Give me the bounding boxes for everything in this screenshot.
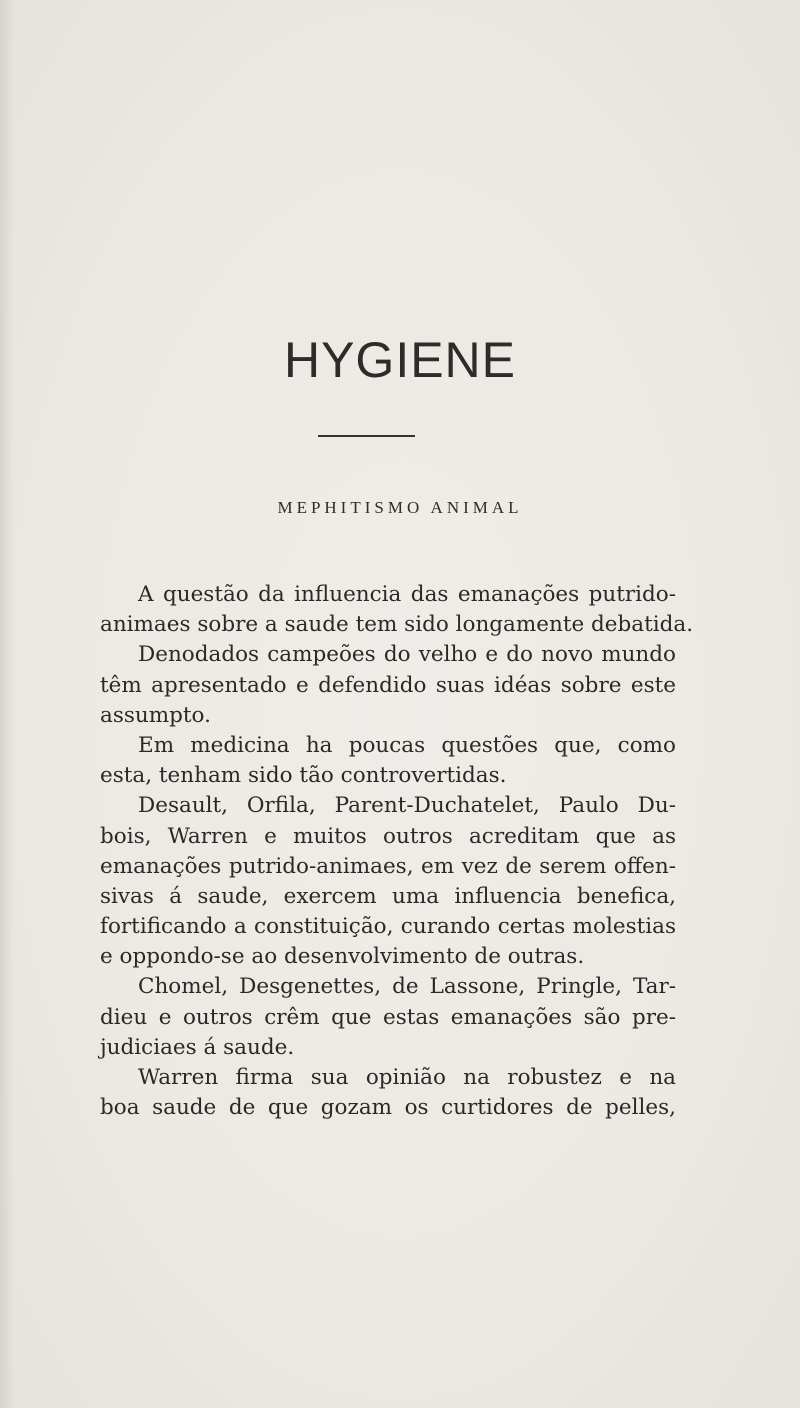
chapter-title: HYGIENE xyxy=(283,332,517,388)
text-line: Chomel, Desgenettes, de Lassone, Pringle, Tar- xyxy=(138,974,676,1000)
text-line: boa saude de que gozam os curtidores de pelles, xyxy=(100,1095,676,1121)
title-divider xyxy=(318,435,415,437)
text-line: dieu e outros crêm que estas emanações são pre- xyxy=(100,1004,676,1030)
text-line: têm apresentado e defendido suas idéas sobre este xyxy=(100,672,676,698)
text-line: sivas á saude, exercem uma influencia benefica, xyxy=(100,883,676,909)
body-text xyxy=(100,580,694,1123)
text-line: e oppondo-se ao desenvolvimento de outras. xyxy=(100,944,585,970)
section-subtitle: MEPHITISMO ANIMAL xyxy=(277,498,523,517)
page-edge-shadow xyxy=(0,0,14,1408)
text-line: Denodados campeões do velho e do novo mundo xyxy=(138,642,676,668)
text-line: judiciaes á saude. xyxy=(100,1034,295,1060)
text-line: A questão da influencia das emanações putrido- xyxy=(138,582,676,607)
text-line: assumpto. xyxy=(100,702,211,728)
text-line: animaes sobre a saude tem sido longamente debatida. xyxy=(100,612,694,638)
text-line: Desault, Orfila, Parent-Duchatelet, Paulo Du- xyxy=(138,793,676,819)
text-line: esta, tenham sido tão controvertidas. xyxy=(100,763,507,789)
text-line: Warren firma sua opinião na robustez e na xyxy=(138,1065,676,1090)
text-line: Em medicina ha poucas questões que, como xyxy=(138,732,676,758)
text-line: bois, Warren e muitos outros acreditam que as xyxy=(100,823,676,849)
text-line: fortificando a constituição, curando certas molestias xyxy=(100,914,676,940)
text-line: emanações putrido-animaes, em vez de serem offen- xyxy=(100,853,676,879)
